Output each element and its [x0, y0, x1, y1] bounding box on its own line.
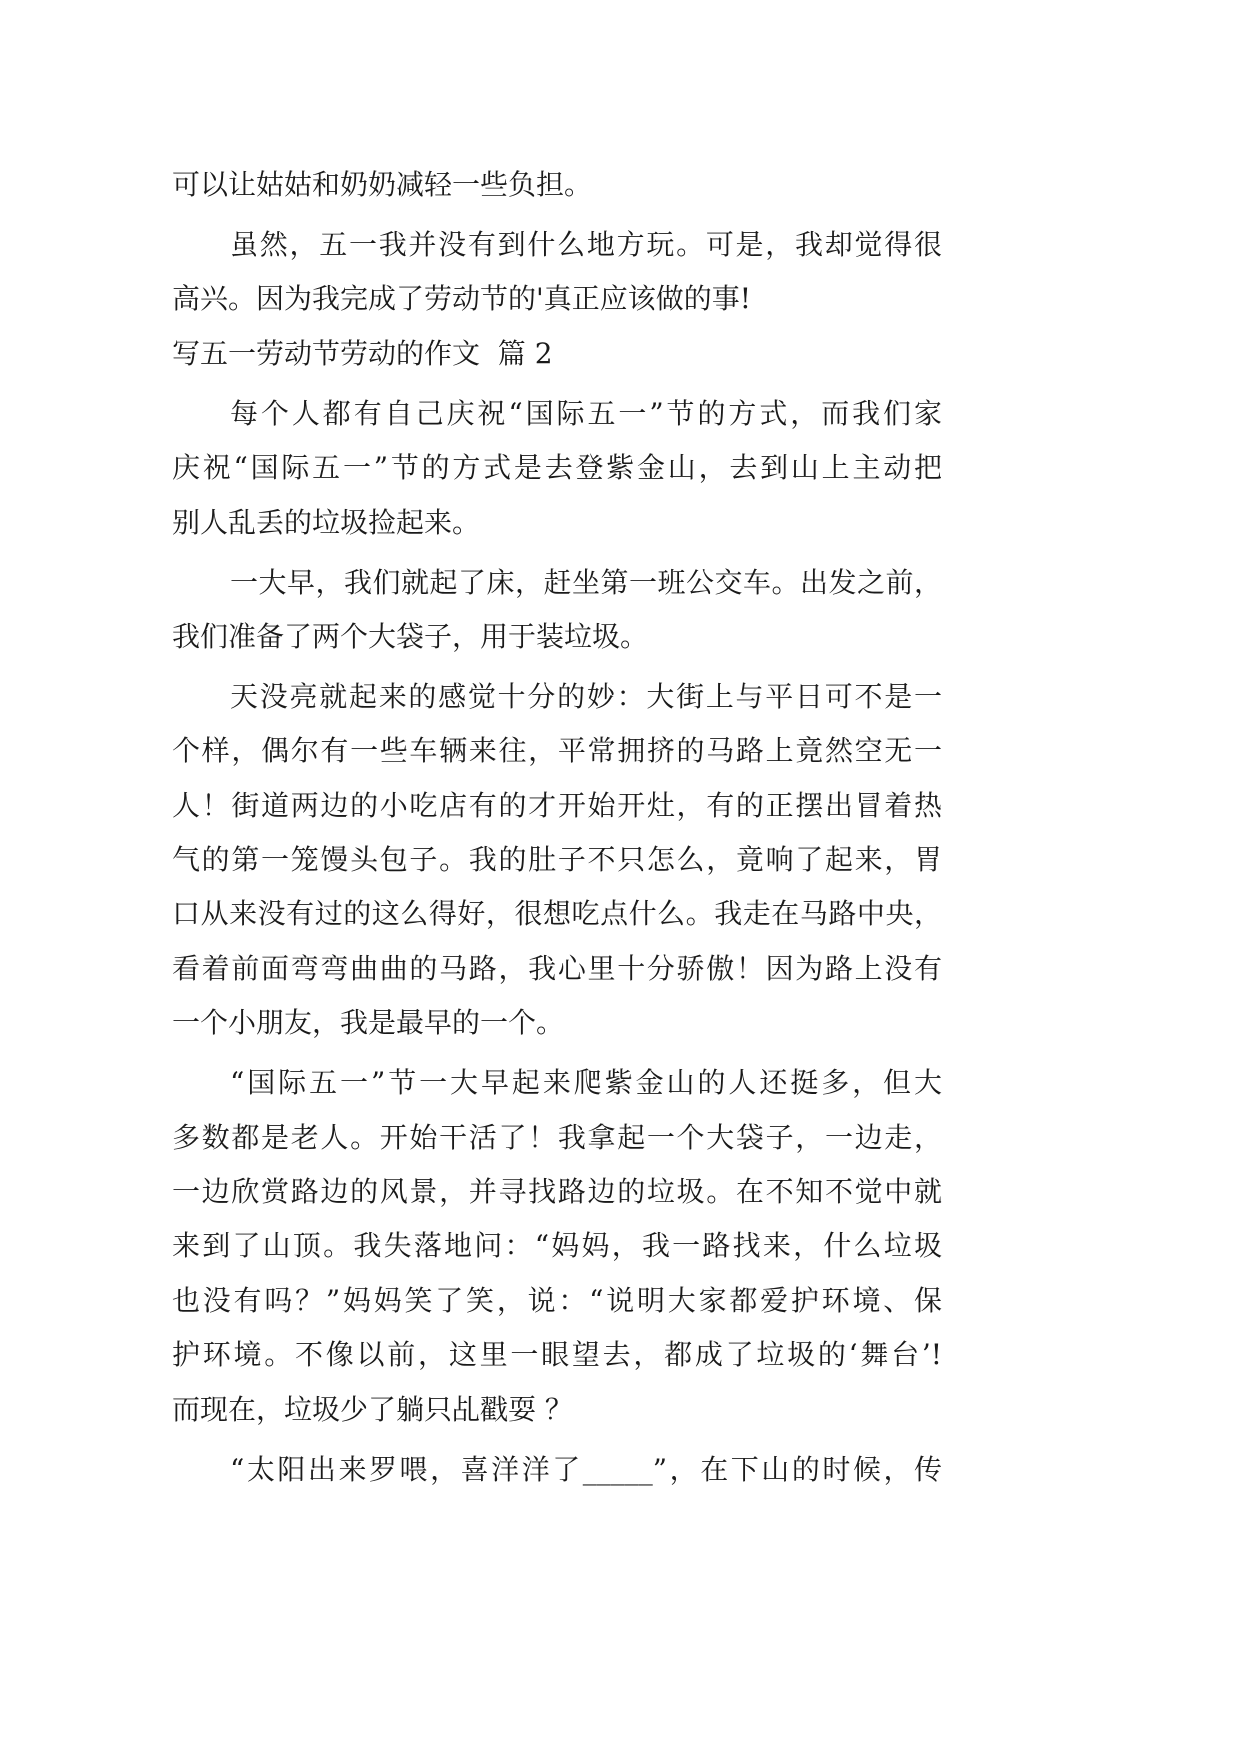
paragraph-line: 气的第一笼馒头包子。我的肚子不只怎么，竟响了起来，胃 — [172, 843, 942, 877]
paragraph-line: 一个小朋友，我是最早的一个。 — [172, 1006, 565, 1040]
paragraph-line: 多数都是老人。开始干活了！我拿起一个大袋子，一边走， — [172, 1120, 942, 1154]
paragraph — [172, 218, 942, 327]
paragraph-line: 来到了山顶。我失落地问：“妈妈，我一路找来，什么垃圾 — [172, 1229, 942, 1263]
document-body — [172, 158, 942, 1497]
paragraph-line: 口从来没有过的这么得好，很想吃点什么。我走在马路中央， — [172, 897, 942, 931]
paragraph — [172, 1443, 942, 1497]
paragraph-line: 个样，偶尔有一些车辆来往，平常拥挤的马路上竟然空无一 — [172, 734, 942, 768]
paragraph-line: 高兴。因为我完成了劳动节的'真正应该做的事! — [172, 282, 751, 316]
essay-heading: 写五一劳动节劳动的作文 篇 2 — [172, 336, 553, 370]
paragraph — [172, 1056, 942, 1437]
paragraph-line: 一大早，我们就起了床，赶坐第一班公交车。出发之前， — [230, 565, 942, 599]
paragraph-line: 看着前面弯弯曲曲的马路，我心里十分骄傲！因为路上没有 — [172, 951, 942, 985]
paragraph-line: 每个人都有自己庆祝“国际五一”节的方式，而我们家 — [230, 396, 942, 430]
paragraph — [172, 556, 942, 665]
paragraph-line: 虽然，五一我并没有到什么地方玩。可是，我却觉得很 — [230, 227, 942, 261]
paragraph-line: 而现在，垃圾少了躺只乩戳耍 ？ — [172, 1392, 573, 1426]
paragraph — [172, 387, 942, 550]
paragraph-line: 可以让姑姑和奶奶减轻一些负担。 — [172, 168, 593, 201]
paragraph-line: 一边欣赏路边的风景，并寻找路边的垃圾。在不知不觉中就 — [172, 1175, 942, 1208]
paragraph-line: “国际五一”节一大早起来爬紫金山的人还挺多，但大 — [230, 1066, 942, 1100]
paragraph-line: 庆祝“国际五一”节的方式是去登紫金山，去到山上主动把 — [172, 451, 942, 485]
paragraph — [172, 158, 942, 212]
paragraph-line: 护环境。不像以前，这里一眼望去，都成了垃圾的‘舞台’! — [172, 1338, 942, 1372]
paragraph-line: “太阳出来罗喂，喜洋洋了_____”，在下山的时候，传 — [230, 1452, 942, 1486]
essay-1-tail — [172, 158, 942, 327]
paragraph-line: 我们准备了两个大袋子，用于装垃圾。 — [172, 619, 649, 653]
paragraph-line: 也没有吗？”妈妈笑了笑，说：“说明大家都爱护环境、保 — [172, 1283, 942, 1317]
essay-2 — [172, 327, 942, 1497]
paragraph-line: 别人乱丢的垃圾捡起来。 — [172, 505, 481, 539]
paragraph-line: 人！街道两边的小吃店有的才开始开灶，有的正摆出冒着热 — [172, 788, 942, 822]
paragraph-line: 天没亮就起来的感觉十分的妙：大街上与平日可不是一 — [230, 679, 942, 713]
paragraph — [172, 670, 942, 1051]
